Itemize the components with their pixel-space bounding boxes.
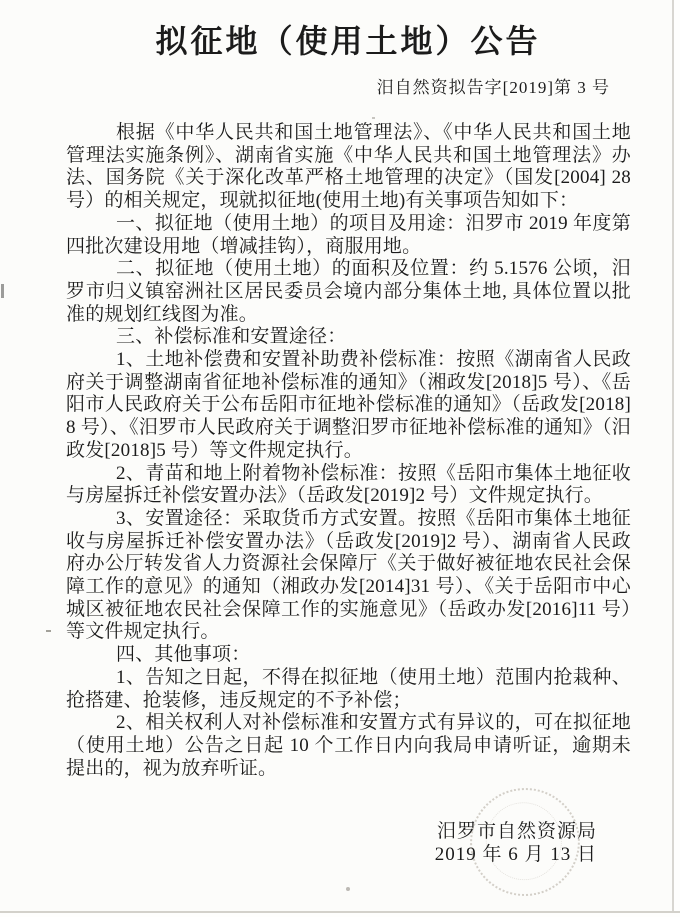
scan-speck: [46, 630, 51, 632]
paragraph-item-2: 二、拟征地（使用土地）的面积及位置：约 5.1576 公顷，汨罗市归义镇窑洲社区居民委员会境内部分集体土地, 具体位置以批准的规划红线图为准。: [66, 258, 631, 325]
scan-margin-bottom: [0, 913, 680, 917]
paragraph-item-3-3: 3、安置途径：采取货币方式安置。按照《岳阳市集体土地征收与房屋拆迁补偿安置办法》（岳政发[2019]2 号）、湖南省人民政府办公厅转发省人力资源社会保障厅《关于做好被征地农民社会保障工作的意见》的通知（湘政办发[2014]31 号）、《关于岳阳市中心城区被征地农民社会保障工作的实施意见》（岳政办发[2016]11 号）等文件规定执行。: [66, 507, 631, 643]
scan-speck: [346, 887, 350, 891]
paragraph-item-1: 一、拟征地（使用土地）的项目及用途：汨罗市 2019 年度第四批次建设用地（增减挂钩），商服用地。: [66, 212, 631, 257]
official-seal-inner-ring: [479, 795, 570, 887]
paragraph-item-4-1: 1、告知之日起，不得在拟征地（使用土地）范围内抢栽种、抢搭建、抢装修，违反规定的不予补偿；: [66, 666, 631, 711]
paragraph-item-3-2: 2、青苗和地上附着物补偿标准：按照《岳阳市集体土地征收与房屋拆迁补偿安置办法》（岳政发[2019]2 号）文件规定执行。: [66, 462, 631, 507]
doc-number: 汨自然资拟告字[2019]第 3 号: [376, 78, 610, 97]
scan-speck: [372, 117, 375, 119]
paragraph-intro: 根据《中华人民共和国土地管理法》、《中华人民共和国土地管理法实施条例》、湖南省实施《中华人民共和国土地管理法》办法、国务院《关于深化改革严格土地管理的决定》（国发[2004] 28 号）的相关规定，现就拟征地(使用土地)有关事项告知如下：: [66, 122, 631, 212]
page-title: 拟征地（使用土地）公告: [155, 23, 541, 59]
scan-edge-bottom: [0, 911, 680, 913]
paragraph-item-4-2: 2、相关权利人对补偿标准和安置方式有异议的，可在拟征地（使用土地）公告之日起 10 个工作日内向我局申请听证，逾期未提出的，视为放弃听证。: [66, 712, 631, 779]
paragraph-item-3-1: 1、土地补偿费和安置补助费补偿标准：按照《湖南省人民政府关于调整湖南省征地补偿标准的通知》（湘政发[2018]5 号）、《岳阳市人民政府关于公布岳阳市征地补偿标准的通知》（岳政发[2018]8 号）、《汨罗市人民政府关于调整汨罗市征地补偿标准的通知》（汨政发[2018]5 号）等文件规定执行。: [66, 349, 631, 461]
scan-edge-right: [672, 0, 674, 917]
signature-date: 2019 年 6 月 13 日: [434, 844, 597, 866]
paragraph-item-4: 四、其他事项：: [116, 644, 251, 666]
scan-margin-right: [674, 0, 680, 917]
scan-speck: [1, 284, 4, 298]
document-body: [66, 122, 631, 780]
official-seal: [460, 778, 590, 907]
paragraph-item-3: 三、补偿标准和安置途径：: [116, 326, 347, 348]
signature-agency: 汨罗市自然资源局: [436, 821, 597, 843]
